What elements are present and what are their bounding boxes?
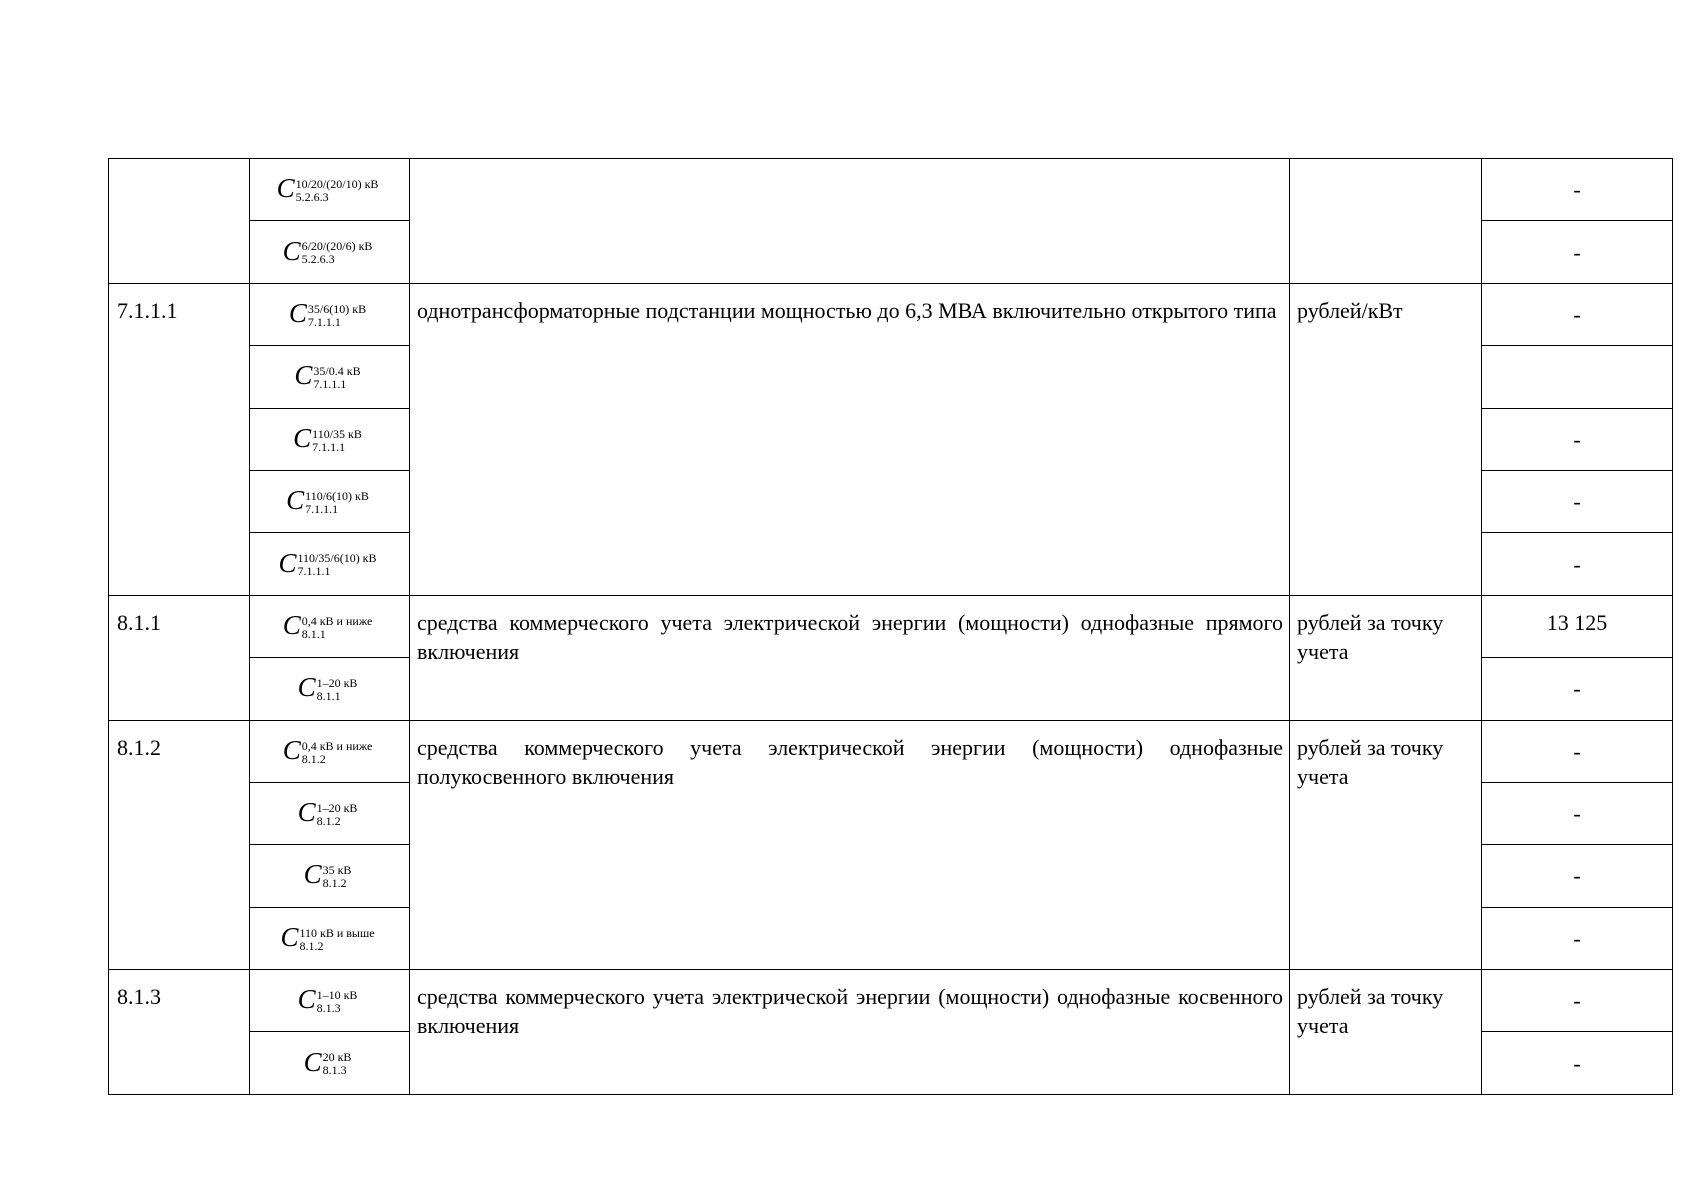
unit-cell: рублей/кВт [1290, 283, 1482, 595]
rate-symbol: C 110 кВ и выше 8.1.2 [280, 921, 375, 953]
rate-value-cell: - [1482, 970, 1673, 1032]
rate-symbol: C 35 кВ 8.1.2 [303, 859, 352, 891]
rate-value-cell: 13 125 [1482, 595, 1673, 657]
rate-symbol-voltage: 20 кВ [322, 1050, 352, 1065]
rate-symbol-index: 7.1.1.1 [297, 564, 331, 579]
unit-cell: рублей за точку учета [1290, 720, 1482, 970]
rate-symbol: C 0,4 кВ и ниже 8.1.1 [282, 609, 373, 641]
rate-symbol-cell [250, 782, 410, 844]
description-cell: однотрансформаторные подстанции мощностью до 6,3 МВА включительно открытого типа [410, 283, 1290, 595]
unit-cell: рублей за точку учета [1290, 595, 1482, 720]
item-code-cell: 7.1.1.1 [109, 283, 250, 595]
rate-symbol: C 110/35 кВ 7.1.1.1 [293, 422, 362, 454]
rate-symbol-voltage: 35/0.4 кВ [313, 364, 361, 379]
table-row [109, 159, 1673, 221]
rate-symbol-cell [250, 533, 410, 595]
rate-value-cell: - [1482, 782, 1673, 844]
rate-symbol-cell [250, 159, 410, 221]
rate-symbol: C 110/35/6(10) кВ 7.1.1.1 [278, 547, 377, 579]
tariff-table [108, 158, 1673, 1095]
unit-cell: рублей за точку учета [1290, 970, 1482, 1095]
rate-symbol: C 1–10 кВ 8.1.3 [297, 984, 358, 1016]
rate-symbol-index: 7.1.1.1 [313, 377, 347, 392]
description-cell: средства коммерческого учета электрической энергии (мощности) однофазные прямого включения [410, 595, 1290, 720]
rate-symbol-index: 5.2.6.3 [295, 189, 329, 204]
rate-symbol-index: 8.1.1 [301, 626, 326, 641]
description-cell [410, 159, 1290, 284]
rate-symbol-cell [250, 408, 410, 470]
item-code-cell: 8.1.3 [109, 970, 250, 1095]
rate-symbol-voltage: 10/20/(20/10) кВ [295, 176, 379, 191]
rate-value-cell: - [1482, 408, 1673, 470]
table-row [109, 720, 1673, 782]
rate-symbol-voltage: 35/6(10) кВ [307, 301, 367, 316]
rate-symbol-index: 8.1.2 [299, 938, 324, 953]
rate-symbol-index: 8.1.2 [301, 751, 326, 766]
rate-symbol: C 35/6(10) кВ 7.1.1.1 [288, 297, 367, 329]
rate-symbol-voltage: 0,4 кВ и ниже [301, 613, 373, 628]
rate-symbol-voltage: 1–20 кВ [316, 800, 358, 815]
rate-value-cell: - [1482, 470, 1673, 532]
rate-symbol-cell [250, 346, 410, 408]
rate-symbol-index: 8.1.3 [322, 1063, 347, 1078]
rate-value-cell: - [1482, 907, 1673, 969]
rate-value-cell: - [1482, 283, 1673, 345]
rate-symbol-cell [250, 970, 410, 1032]
rate-value-cell: - [1482, 720, 1673, 782]
rate-value-cell: - [1482, 159, 1673, 221]
rate-symbol-voltage: 1–10 кВ [316, 988, 358, 1003]
rate-symbol: C 0,4 кВ и ниже 8.1.2 [282, 734, 373, 766]
rate-value-cell: - [1482, 658, 1673, 720]
rate-value-cell: - [1482, 845, 1673, 907]
rate-symbol-voltage: 110/35/6(10) кВ [297, 551, 377, 566]
rate-symbol-cell [250, 283, 410, 345]
unit-cell [1290, 159, 1482, 284]
rate-symbol-index: 8.1.1 [316, 689, 341, 704]
rate-symbol-cell [250, 595, 410, 657]
rate-symbol-voltage: 35 кВ [322, 863, 352, 878]
rate-symbol-voltage: 1–20 кВ [316, 676, 358, 691]
rate-symbol-cell [250, 845, 410, 907]
rate-symbol: C 1–20 кВ 8.1.2 [297, 797, 358, 828]
item-code-cell [109, 159, 250, 284]
rate-symbol-cell [250, 1032, 410, 1094]
description-cell: средства коммерческого учета электрической энергии (мощности) однофазные полукосвенного включения [410, 720, 1290, 970]
rate-value-cell: - [1482, 1032, 1673, 1094]
rate-symbol-voltage: 0,4 кВ и ниже [301, 738, 373, 753]
rate-symbol-index: 8.1.2 [322, 876, 347, 891]
table-row [109, 595, 1673, 657]
rate-value-cell: - [1482, 221, 1673, 283]
rate-symbol: C 10/20/(20/10) кВ 5.2.6.3 [276, 173, 379, 204]
rate-value-cell [1482, 346, 1673, 408]
rate-symbol-index: 7.1.1.1 [307, 314, 341, 329]
rate-symbol-cell [250, 470, 410, 532]
rate-symbol: C 1–20 кВ 8.1.1 [297, 672, 358, 704]
rate-symbol: C 35/0.4 кВ 7.1.1.1 [294, 360, 361, 392]
rate-symbol-cell [250, 658, 410, 720]
rate-symbol-voltage: 6/20/(20/6) кВ [301, 239, 373, 254]
rate-symbol-cell [250, 720, 410, 782]
description-cell: средства коммерческого учета электрической энергии (мощности) однофазные косвенного включения [410, 970, 1290, 1095]
rate-symbol: C 110/6(10) кВ 7.1.1.1 [286, 485, 369, 516]
table-row [109, 283, 1673, 345]
rate-symbol-index: 7.1.1.1 [312, 439, 346, 454]
rate-value-cell: - [1482, 533, 1673, 595]
rate-symbol-voltage: 110 кВ и выше [299, 925, 375, 940]
rate-symbol-index: 5.2.6.3 [301, 252, 335, 267]
rate-symbol-index: 7.1.1.1 [305, 501, 339, 516]
item-code-cell: 8.1.2 [109, 720, 250, 970]
rate-symbol: C 6/20/(20/6) кВ 5.2.6.3 [282, 235, 373, 267]
rate-symbol-index: 8.1.2 [316, 813, 341, 828]
rate-symbol-voltage: 110/6(10) кВ [305, 488, 369, 503]
rate-symbol-cell [250, 221, 410, 283]
rate-symbol-voltage: 110/35 кВ [312, 426, 362, 441]
rate-symbol-index: 8.1.3 [316, 1001, 341, 1016]
rate-symbol: C 20 кВ 8.1.3 [303, 1046, 352, 1078]
table-row [109, 970, 1673, 1032]
rate-symbol-cell [250, 907, 410, 969]
item-code-cell: 8.1.1 [109, 595, 250, 720]
